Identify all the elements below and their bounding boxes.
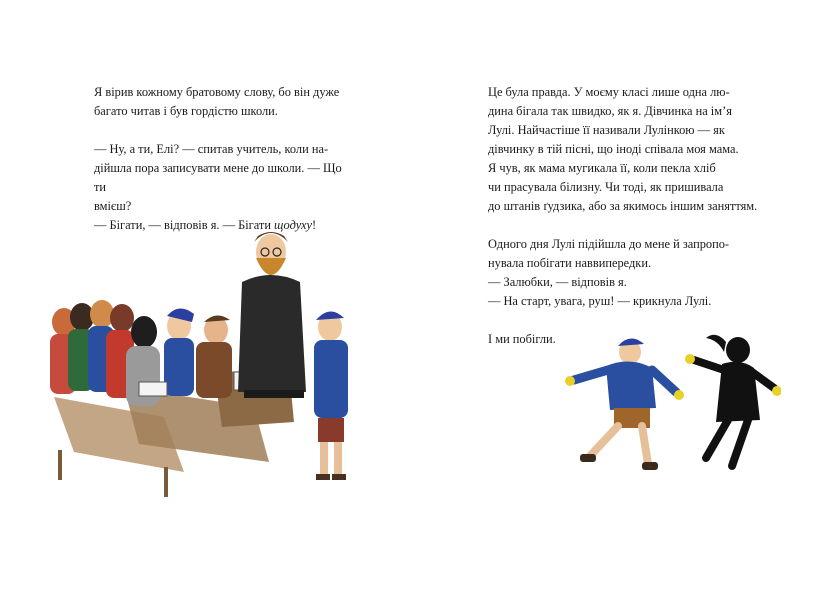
dialogue-text: — Бігати, — відповів я. — Бігати xyxy=(94,218,275,232)
running-children-illustration xyxy=(556,330,781,480)
right-line: до штанів ґудзика, або за якимось іншим заняттям. xyxy=(488,199,758,213)
right-line: — На старт, увага, руш! — крикнула Лулі. xyxy=(488,294,712,308)
right-page xyxy=(411,0,822,600)
left-line: Я вірив кожному братовому слову, бо він дуже xyxy=(94,85,340,99)
left-line: дійшла пора записувати мене до школи. — Що ти xyxy=(94,161,342,194)
right-line: — Залюбки, — відповів я. xyxy=(488,275,627,289)
italic-word: щодуху xyxy=(274,218,313,232)
right-line: дина бігала так швидко, як я. Дівчинка на ім’я xyxy=(488,104,732,118)
right-line: дівчинку в тій пісні, що іноді співала моя мама. xyxy=(488,142,739,156)
right-line: чи прасувала білизну. Чи тоді, як пришивала xyxy=(488,180,724,194)
right-line: Це була правда. У моєму класі лише одна лю- xyxy=(488,85,730,99)
classroom-illustration xyxy=(44,222,364,502)
left-line: багато читав і був гордістю школи. xyxy=(94,104,278,118)
right-line: І ми побігли. xyxy=(488,332,556,346)
right-line: нувала побігати наввипередки. xyxy=(488,256,652,270)
right-line: Лулі. Найчастіше її називали Лулінкою — як xyxy=(488,123,725,137)
right-text-block xyxy=(488,83,758,349)
left-line: вмієш? xyxy=(94,199,132,213)
right-line: Одного дня Лулі підійшла до мене й запропо- xyxy=(488,237,730,251)
right-line: Я чув, як мама мугикала її, коли пекла хліб xyxy=(488,161,716,175)
left-text-block xyxy=(94,83,356,235)
exclamation: ! xyxy=(312,218,317,232)
left-line: — Ну, а ти, Елі? — спитав учитель, коли на- xyxy=(94,142,329,156)
